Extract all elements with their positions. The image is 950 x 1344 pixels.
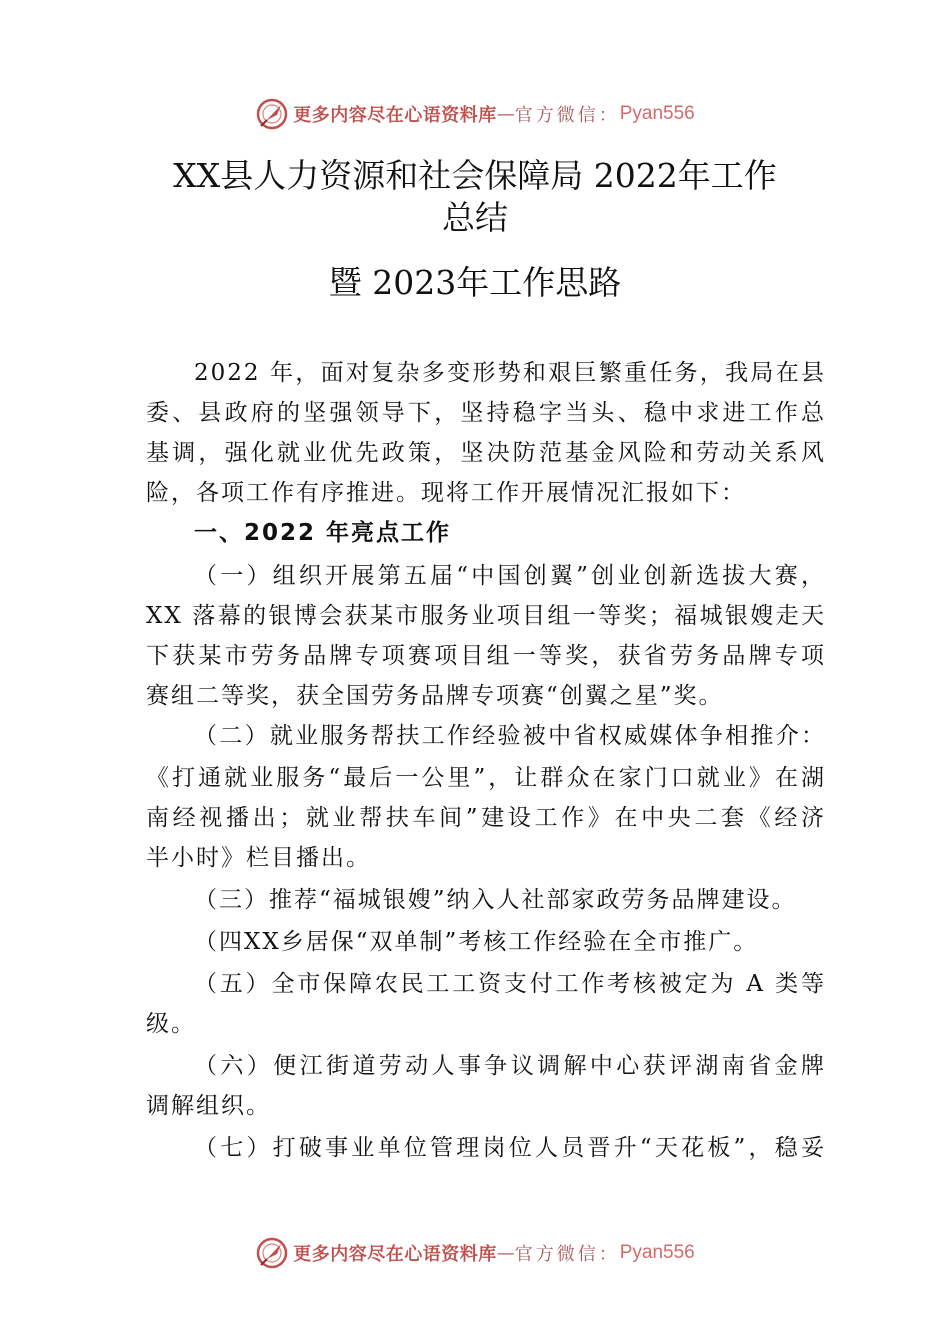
intro-line: 险，各项工作有序推进。现将工作开展情况汇报如下： [146,480,746,506]
watermark-separator: — [496,103,515,125]
watermark-brand: 更多内容尽在心语资料库 [293,105,497,126]
item-1-line: 下获某市劳务品牌专项赛项目组一等奖，获省劳务品牌专项 [146,643,826,669]
watermark-banner-bottom [0,1233,950,1273]
watermark-brand: 更多内容尽在心语资料库 [293,1244,497,1265]
item-3: （三）推荐“福城银嫂”纳入人社部家政劳务品牌建设。 [194,887,797,913]
item-2-line: （二）就业服务帮扶工作经验被中省权威媒体争相推介： [194,723,826,749]
watermark-separator: — [496,1242,515,1264]
item-6-line: （六）便江街道劳动人事争议调解中心获评湖南省金牌 [194,1053,826,1079]
intro-line: 2022 年，面对复杂多变形势和艰巨繁重任务，我局在县 [194,360,826,386]
document-title-line-2: 总结 [442,198,508,237]
quill-logo-icon [255,97,289,131]
quill-logo-icon [255,1236,289,1270]
item-5-line: （五）全市保障农民工工资支付工作考核被定为 A 类等 [194,971,826,997]
section-heading: 一、2022 年亮点工作 [194,520,452,546]
item-7-line: （七）打破事业单位管理岗位人员晋升“天花板”，稳妥 [194,1135,826,1161]
item-1-line: XX 落幕的银博会获某市服务业项目组一等奖；福城银嫂走天 [146,603,826,629]
item-2-line: 半小时》栏目播出。 [146,845,371,871]
intro-line: 委、县政府的坚强领导下，坚持稳字当头、稳中求进工作总 [146,400,826,426]
item-2-line: 南经视播出；就业帮扶车间”建设工作》在中央二套《经济 [146,805,826,831]
watermark-wechat-id: Pyan556 [619,1242,695,1263]
item-5-line: 级。 [146,1011,196,1037]
watermark-banner-top [0,94,950,134]
document-subtitle: 暨 2023年工作思路 [328,263,622,302]
watermark-label: 官方微信： [514,1244,620,1265]
document-title-line-1: XX县人力资源和社会保障局 2022年工作 [173,156,777,195]
item-1-line: 赛组二等奖，获全国劳务品牌专项赛“创翼之星”奖。 [146,683,724,709]
item-4: （四XX乡居保“双单制”考核工作经验在全市推广。 [194,929,759,955]
intro-line: 基调，强化就业优先政策，坚决防范基金风险和劳动关系风 [146,440,826,466]
item-6-line: 调解组织。 [146,1093,271,1119]
watermark-label: 官方微信： [514,105,620,126]
watermark-wechat-id: Pyan556 [619,103,695,124]
item-2-line: 《打通就业服务“最后一公里”，让群众在家门口就业》在湖 [146,765,826,791]
item-1-line: （一）组织开展第五届“中国创翼”创业创新选拔大赛， [194,563,826,589]
